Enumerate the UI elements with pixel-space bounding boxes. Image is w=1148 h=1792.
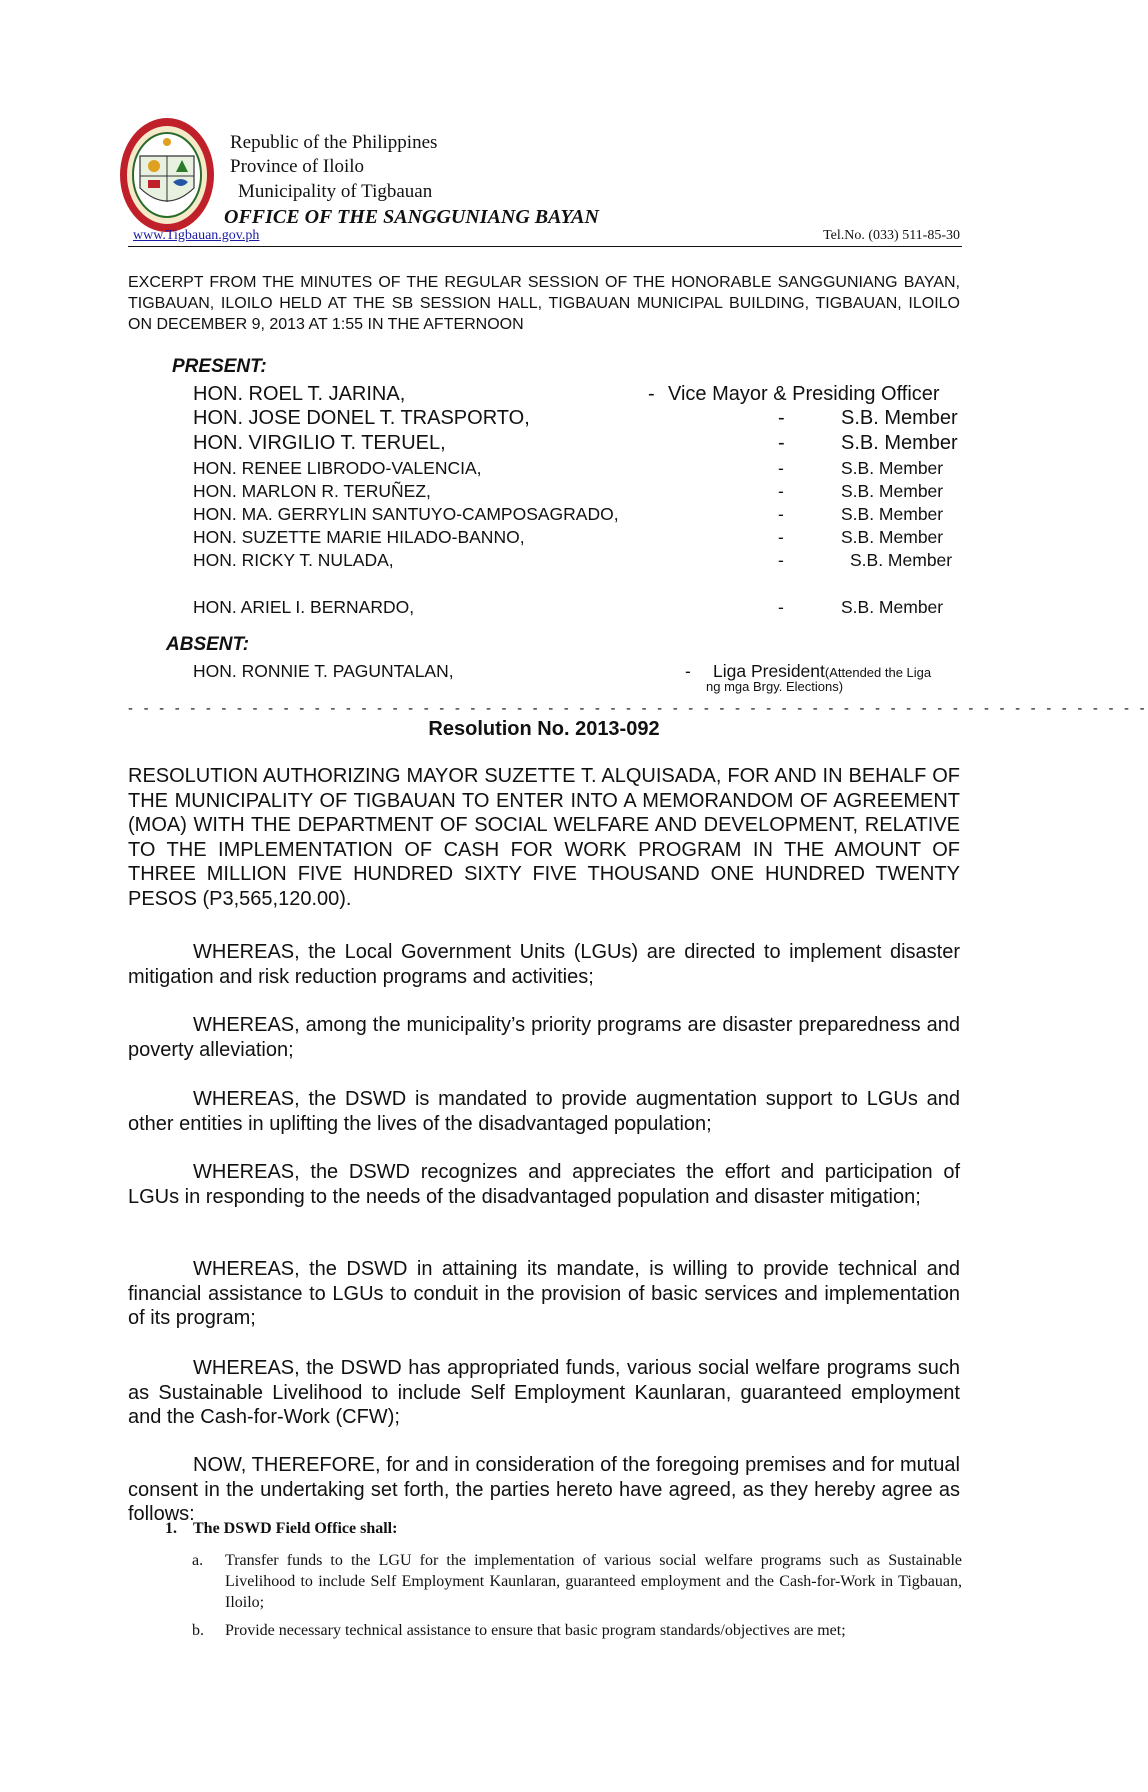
attendee-dash: - [778, 458, 784, 478]
attendee-dash: - [778, 550, 784, 570]
attendee-name: HON. JOSE DONEL T. TRASPORTO, [193, 407, 530, 429]
attendee-row [193, 550, 963, 574]
now-therefore-text: NOW, THEREFORE, for and in consideration of the foregoing premises and for mutual consent in the undertaking set forth, the parties hereto have agreed, as they hereby agree as follows: [128, 1454, 960, 1525]
item-letter: a. [192, 1552, 204, 1569]
whereas-text: WHEREAS, the DSWD is mandated to provide augmentation support to LGUs and other entities in uplifting the lives of the disadvantaged population; [128, 1088, 960, 1135]
attendee-row [193, 383, 963, 407]
agreement-heading [165, 1520, 397, 1538]
whereas-clause [128, 1257, 960, 1331]
attendee-dash: - [778, 481, 784, 501]
attendee-dash: - [778, 527, 784, 547]
absentee-position: Liga President [713, 661, 825, 681]
absentee-name: HON. RONNIE T. PAGUNTALAN, [193, 661, 454, 681]
attendee-name: HON. MA. GERRYLIN SANTUYO-CAMPOSAGRADO, [193, 504, 619, 524]
now-therefore-clause [128, 1453, 960, 1527]
whereas-text: WHEREAS, among the municipality’s priority programs are disaster preparedness and poverty alleviation; [128, 1014, 960, 1061]
attendee-dash: - [778, 407, 785, 429]
whereas-text: WHEREAS, the Local Government Units (LGUs) are directed to implement disaster mitigation and risk reduction programs and activities; [128, 941, 960, 988]
attendee-position: S.B. Member [841, 527, 944, 547]
absentee-row [193, 661, 963, 685]
item-text: Provide necessary technical assistance to ensure that basic program standards/objectives are met; [225, 1622, 846, 1639]
attendee-position: S.B. Member [841, 407, 958, 429]
resolution-title: RESOLUTION AUTHORIZING MAYOR SUZETTE T. ALQUISADA, FOR AND IN BEHALF OF THE MUNICIPALITY OF TIGBAUAN TO ENTER INTO A MEMORANDOM OF AGREEMENT (MOA) WITH THE DEPARTMENT OF SOCIAL WELFARE AND DEVELOPMENT, RELATIVE TO THE IMPLEMENTATION OF CASH FOR WORK PROGRAM IN THE AMOUNT OF THREE MILLION FIVE HUNDRED SIXTY FIVE THOUSAND ONE HUNDRED TWENTY PESOS (P3,565,120.00). [128, 765, 960, 910]
attendee-position: S.B. Member [841, 432, 958, 454]
attendee-dash: - [648, 383, 655, 405]
website-link[interactable]: www.Tigbauan.gov.ph [133, 228, 260, 243]
attendee-position: S.B. Member [850, 550, 953, 570]
separator-line: - - - - - - - - - - - - - - - - - - - - - - - - - - - - - - - - - - - - - - - - - - - - - - - - - - - - - - - - - - - - - - - - - - [128, 700, 1148, 717]
absentee-dash: - [685, 661, 691, 681]
attendee-position: S.B. Member [841, 481, 944, 501]
header-office: OFFICE OF THE SANGGUNIANG BAYAN [224, 206, 599, 228]
whereas-text: WHEREAS, the DSWD recognizes and appreciates the effort and participation of LGUs in responding to the needs of the disadvantaged population and disaster mitigation; [128, 1161, 960, 1208]
attendee-name: HON. RENEE LIBRODO-VALENCIA, [193, 458, 482, 478]
attendee-name: HON. MARLON R. TERUÑEZ, [193, 481, 431, 501]
attendee-name: HON. ARIEL I. BERNARDO, [193, 597, 415, 617]
whereas-clause [128, 1087, 960, 1136]
attendee-row [193, 504, 963, 528]
whereas-clause [128, 1013, 960, 1062]
item-text: Transfer funds to the LGU for the implementation of various social welfare programs such as Sustainable Livelihood to include Self Employment Kaunlaran, guaranteed employment and the Cash-for-Work in Tigbauan, Iloilo; [225, 1552, 962, 1611]
attendee-row [193, 407, 963, 431]
resolution-number: Resolution No. 2013-092 [428, 718, 660, 740]
absentee-note-continued: ng mga Brgy. Elections) [706, 679, 844, 694]
whereas-clause [128, 1356, 960, 1430]
attendee-dash: - [778, 504, 784, 524]
attendee-name: HON. VIRGILIO T. TERUEL, [193, 432, 446, 454]
header-divider [128, 246, 962, 247]
attendee-row [193, 597, 963, 621]
telephone-number: Tel.No. (033) 511-85-30 [823, 228, 960, 243]
minutes-excerpt: EXCERPT FROM THE MINUTES OF THE REGULAR SESSION OF THE HONORABLE SANGGUNIANG BAYAN, TIGBAUAN, ILOILO HELD AT THE SB SESSION HALL, TIGBAUAN MUNICIPAL BUILDING, TIGBAUAN, ILOILO ON DECEMBER 9, 2013 AT 1:55 IN THE AFTERNOON [128, 274, 960, 333]
whereas-text: WHEREAS, the DSWD has appropriated funds, various social welfare programs such as Sustainable Livelihood to include Self Employment Kaunlaran, guaranteed employment and the Cash-for-Work (CFW); [128, 1357, 960, 1428]
attendee-name: HON. ROEL T. JARINA, [193, 383, 406, 405]
header-republic: Republic of the Philippines [230, 132, 438, 153]
header-municipality: Municipality of Tigbauan [238, 181, 433, 202]
present-heading: PRESENT: [172, 356, 267, 377]
agreement-number: 1. [165, 1520, 177, 1537]
attendee-position: S.B. Member [841, 597, 944, 617]
attendee-name: HON. RICKY T. NULADA, [193, 550, 394, 570]
whereas-clause [128, 940, 960, 989]
attendee-row [193, 458, 963, 482]
attendee-row [193, 481, 963, 505]
attendee-dash: - [778, 597, 784, 617]
municipal-seal-logo [118, 116, 216, 234]
attendee-position: S.B. Member [841, 458, 944, 478]
attendee-dash: - [778, 432, 785, 454]
agreement-heading-text: The DSWD Field Office shall: [193, 1520, 398, 1537]
attendee-position: S.B. Member [841, 504, 944, 524]
whereas-clause [128, 1160, 960, 1209]
item-letter: b. [192, 1622, 204, 1639]
absent-heading: ABSENT: [166, 634, 250, 655]
attendee-name: HON. SUZETTE MARIE HILADO-BANNO, [193, 527, 525, 547]
whereas-text: WHEREAS, the DSWD in attaining its mandate, is willing to provide technical and financial assistance to LGUs to conduit in the provision of basic services and implementation of its program; [128, 1258, 960, 1329]
attendee-row [193, 432, 963, 456]
attendee-position: Vice Mayor & Presiding Officer [668, 383, 940, 405]
absentee-note: (Attended the Liga [824, 665, 932, 680]
header-province: Province of Iloilo [230, 156, 365, 177]
attendee-row [193, 527, 963, 551]
